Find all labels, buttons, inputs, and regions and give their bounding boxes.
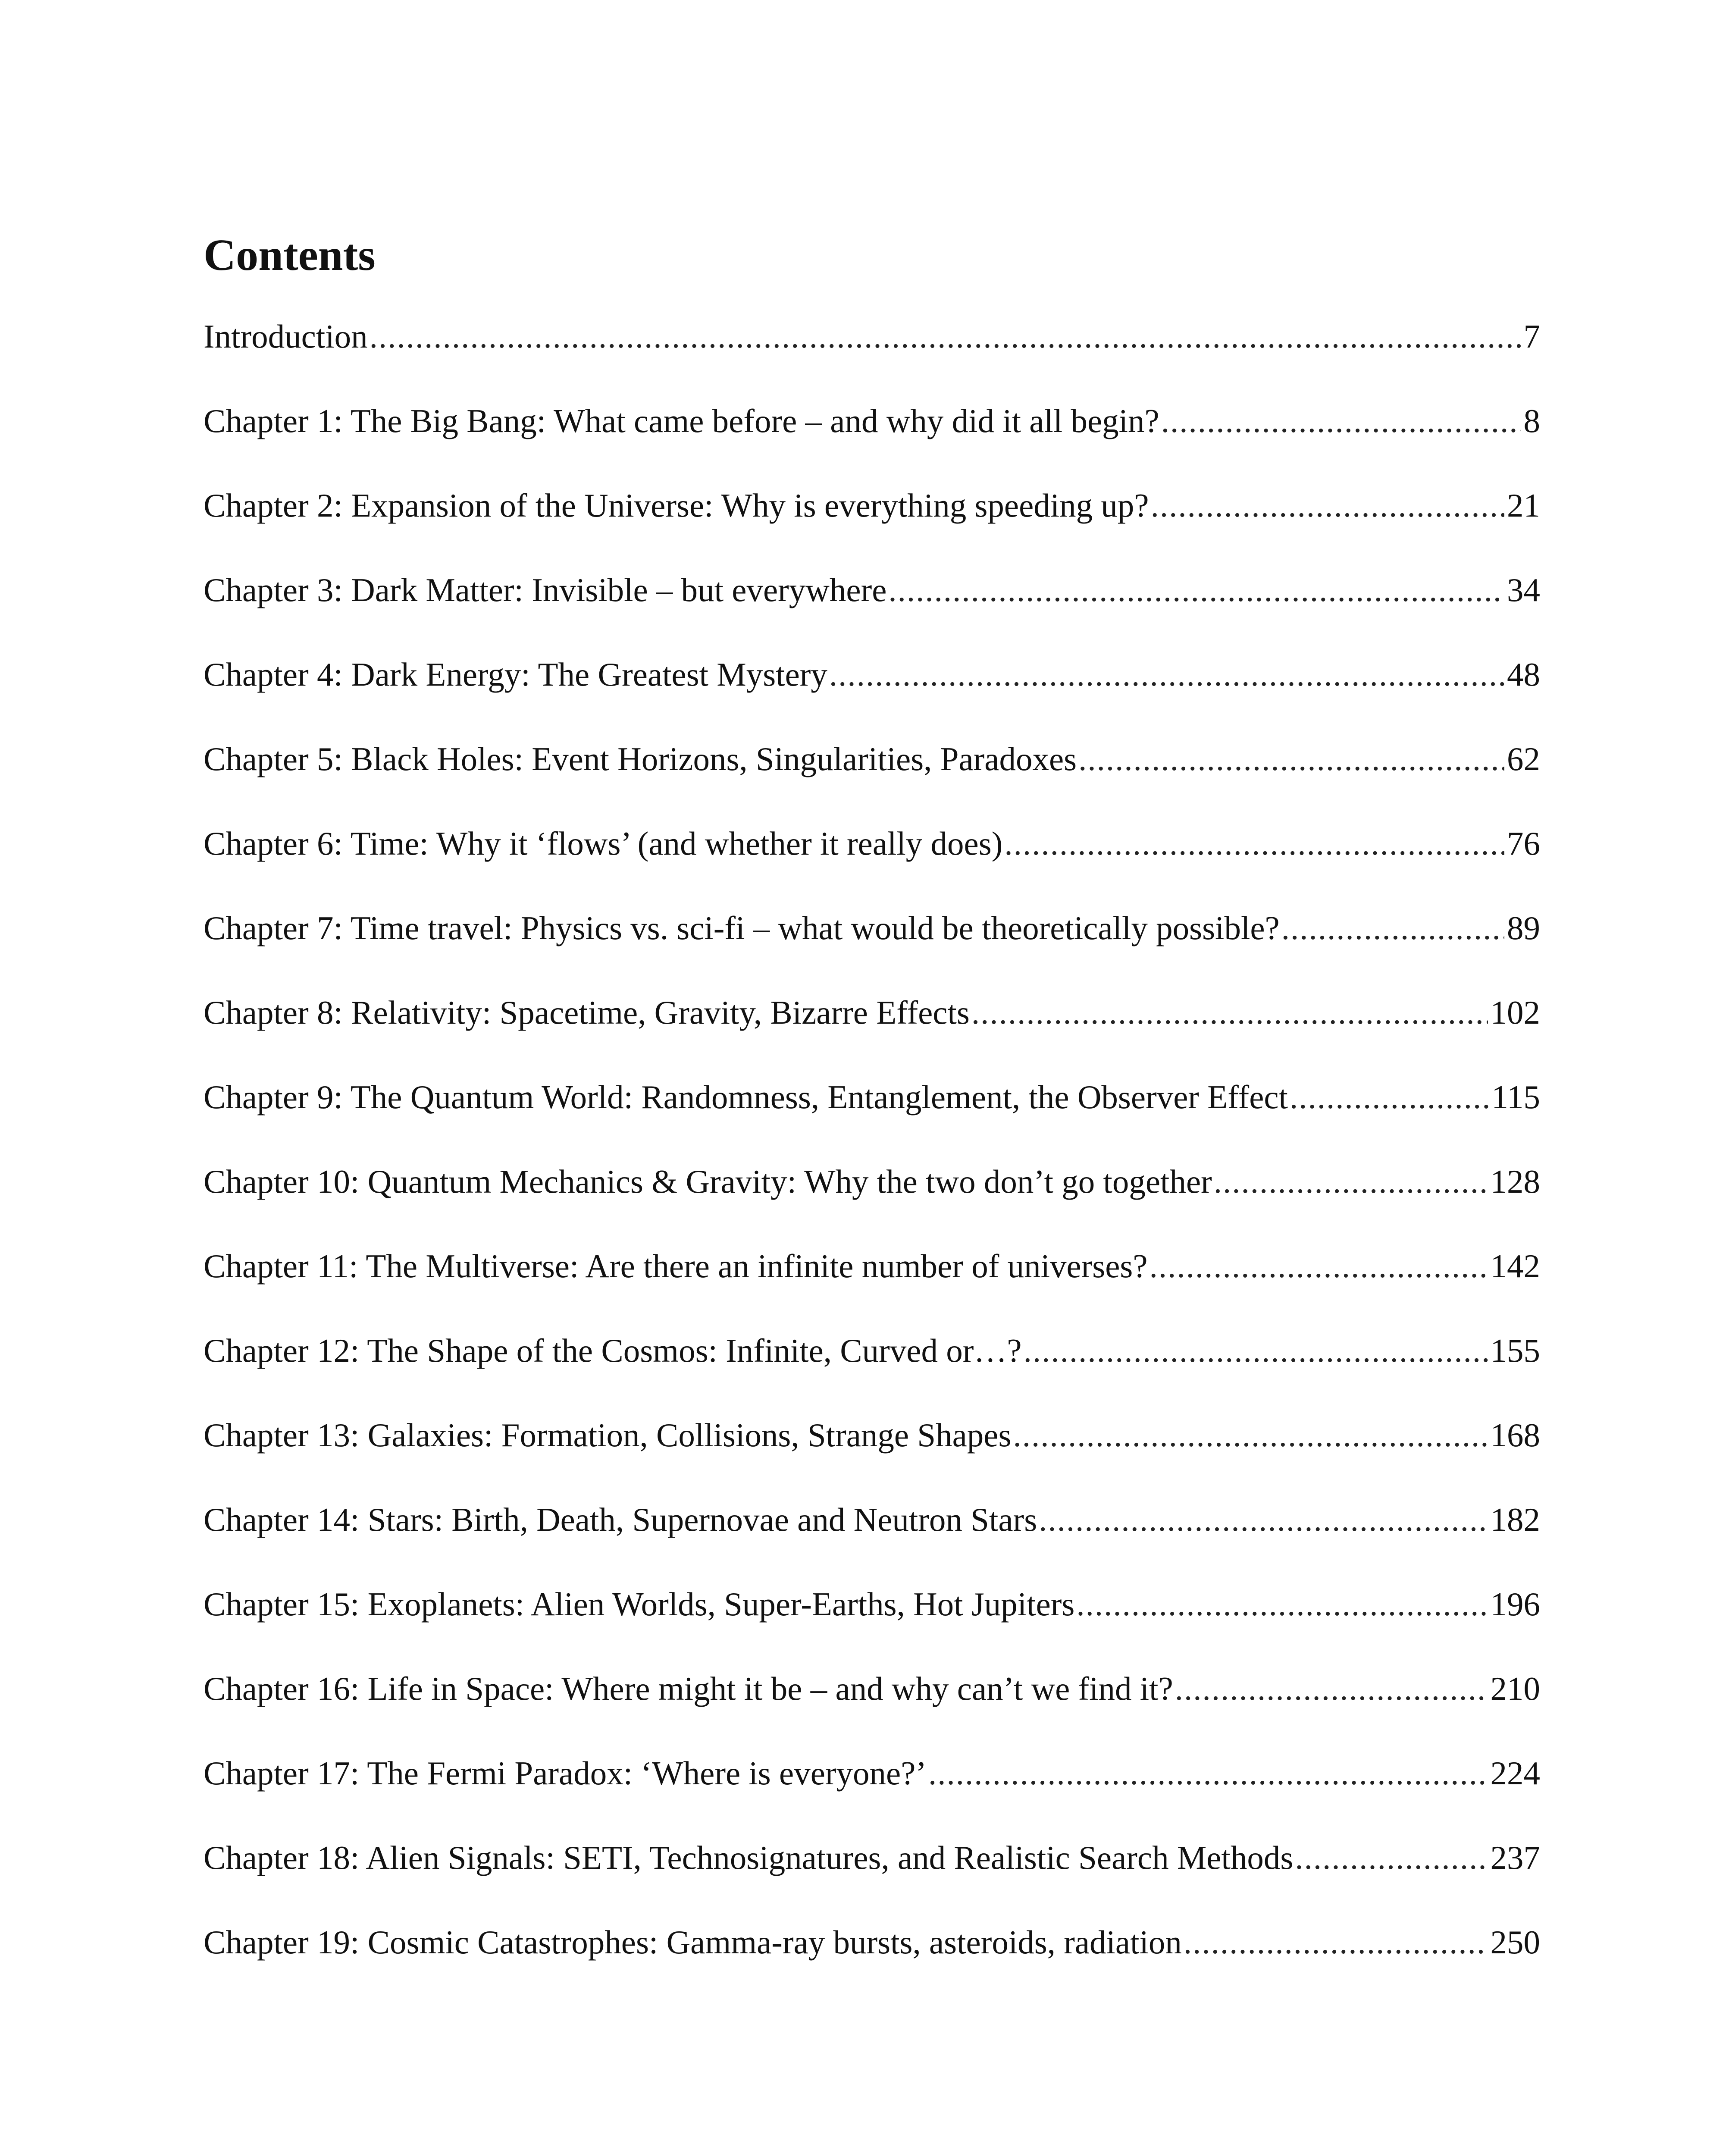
- toc-entry-page-number: 34: [1507, 571, 1540, 608]
- toc-entry-chapter-8[interactable]: [204, 996, 1540, 1081]
- toc-entry-title: Chapter 19: Cosmic Catastrophes: Gamma-ray bursts, asteroids, radiation: [204, 1924, 1182, 1961]
- toc-entry-title: Chapter 3: Dark Matter: Invisible – but everywhere: [204, 571, 887, 608]
- toc-entry-chapter-14[interactable]: [204, 1503, 1540, 1588]
- dot-leader: [888, 573, 1504, 607]
- toc-entry-chapter-3[interactable]: [204, 573, 1540, 658]
- toc-entry-page-number: 155: [1490, 1332, 1540, 1369]
- toc-entry-title: Chapter 1: The Big Bang: What came before – and why did it all begin?: [204, 402, 1159, 439]
- toc-entry-chapter-10[interactable]: [204, 1165, 1540, 1250]
- toc-entry-page-number: 76: [1507, 825, 1540, 862]
- toc-entry-page-number: 7: [1523, 318, 1540, 355]
- dot-leader: [1078, 743, 1504, 776]
- toc-entry-page-number: 224: [1490, 1755, 1540, 1792]
- dot-leader: [1151, 489, 1504, 522]
- toc-entry-title: Chapter 13: Galaxies: Formation, Collisions, Strange Shapes: [204, 1416, 1012, 1454]
- dot-leader: [1281, 912, 1504, 945]
- toc-entry-page-number: 250: [1490, 1924, 1540, 1961]
- toc-list: [204, 320, 1540, 2010]
- toc-entry-title: Chapter 11: The Multiverse: Are there an infinite number of universes?: [204, 1247, 1148, 1285]
- dot-leader: [1149, 1250, 1488, 1283]
- dot-leader: [1013, 1419, 1488, 1452]
- toc-entry-chapter-12[interactable]: [204, 1334, 1540, 1419]
- toc-entry-page-number: 182: [1490, 1501, 1540, 1538]
- toc-entry-title: Chapter 4: Dark Energy: The Greatest Mystery: [204, 656, 827, 693]
- contents-heading: Contents: [204, 230, 376, 280]
- dot-leader: [829, 658, 1504, 691]
- toc-entry-chapter-13[interactable]: [204, 1416, 1540, 1503]
- dot-leader: [1184, 1926, 1488, 1959]
- dot-leader: [1004, 827, 1504, 860]
- toc-entry-chapter-17[interactable]: [204, 1757, 1540, 1841]
- toc-entry-title: Chapter 10: Quantum Mechanics & Gravity: Why the two don’t go together: [204, 1163, 1212, 1200]
- toc-entry-chapter-2[interactable]: [204, 489, 1540, 573]
- toc-entry-chapter-4[interactable]: [204, 658, 1540, 743]
- dot-leader: [928, 1757, 1488, 1790]
- toc-entry-page-number: 21: [1507, 487, 1540, 524]
- toc-entry-title: Chapter 5: Black Holes: Event Horizons, Singularities, Paradoxes: [204, 740, 1077, 777]
- contents-page: [204, 230, 1540, 2010]
- toc-entry-page-number: 210: [1490, 1670, 1540, 1707]
- toc-entry-page-number: 48: [1507, 656, 1540, 693]
- dot-leader: [1076, 1588, 1488, 1621]
- dot-leader: [1024, 1334, 1488, 1367]
- toc-entry-chapter-16[interactable]: [204, 1672, 1540, 1757]
- toc-entry-title: Chapter 15: Exoplanets: Alien Worlds, Super-Earths, Hot Jupiters: [204, 1586, 1075, 1623]
- toc-entry-page-number: 8: [1523, 402, 1540, 439]
- toc-entry-chapter-1[interactable]: [204, 404, 1540, 489]
- toc-entry-title: Introduction: [204, 318, 368, 355]
- toc-entry-page-number: 62: [1507, 740, 1540, 777]
- toc-entry-chapter-7[interactable]: [204, 909, 1540, 996]
- dot-leader: [1295, 1841, 1488, 1874]
- toc-entry-title: Chapter 2: Expansion of the Universe: Why is everything speeding up?: [204, 487, 1149, 524]
- toc-entry-page-number: 115: [1491, 1078, 1540, 1116]
- toc-entry-chapter-15[interactable]: [204, 1588, 1540, 1672]
- toc-entry-chapter-18[interactable]: [204, 1841, 1540, 1926]
- toc-entry-title: Chapter 12: The Shape of the Cosmos: Infinite, Curved or…?: [204, 1332, 1022, 1369]
- toc-entry-chapter-11[interactable]: [204, 1247, 1540, 1334]
- toc-entry-title: Chapter 14: Stars: Birth, Death, Supernovae and Neutron Stars: [204, 1501, 1037, 1538]
- toc-entry-page-number: 237: [1490, 1839, 1540, 1876]
- toc-entry-page-number: 142: [1490, 1247, 1540, 1285]
- dot-leader: [1161, 404, 1521, 438]
- toc-entry-page-number: 89: [1507, 909, 1540, 946]
- toc-entry-introduction[interactable]: [204, 320, 1540, 404]
- dot-leader: [1175, 1672, 1488, 1705]
- toc-entry-chapter-6[interactable]: [204, 827, 1540, 912]
- toc-entry-page-number: 128: [1490, 1163, 1540, 1200]
- dot-leader: [1039, 1503, 1488, 1536]
- toc-entry-page-number: 102: [1490, 994, 1540, 1031]
- toc-entry-title: Chapter 7: Time travel: Physics vs. sci-fi – what would be theoretically possible?: [204, 909, 1280, 946]
- toc-entry-title: Chapter 8: Relativity: Spacetime, Gravity, Bizarre Effects: [204, 994, 970, 1031]
- dot-leader: [971, 996, 1488, 1029]
- toc-entry-title: Chapter 9: The Quantum World: Randomness, Entanglement, the Observer Effect: [204, 1078, 1288, 1116]
- toc-entry-page-number: 168: [1490, 1416, 1540, 1454]
- toc-entry-chapter-19[interactable]: [204, 1926, 1540, 2010]
- dot-leader: [1214, 1165, 1488, 1198]
- toc-entry-chapter-5[interactable]: [204, 740, 1540, 827]
- toc-entry-page-number: 196: [1490, 1586, 1540, 1623]
- dot-leader: [1290, 1081, 1489, 1114]
- toc-entry-title: Chapter 17: The Fermi Paradox: ‘Where is everyone?’: [204, 1755, 927, 1792]
- dot-leader: [370, 320, 1521, 353]
- toc-entry-title: Chapter 16: Life in Space: Where might it be – and why can’t we find it?: [204, 1670, 1173, 1707]
- toc-entry-title: Chapter 6: Time: Why it ‘flows’ (and whether it really does): [204, 825, 1003, 862]
- toc-entry-title: Chapter 18: Alien Signals: SETI, Technosignatures, and Realistic Search Methods: [204, 1839, 1294, 1876]
- toc-entry-chapter-9[interactable]: [204, 1078, 1540, 1165]
